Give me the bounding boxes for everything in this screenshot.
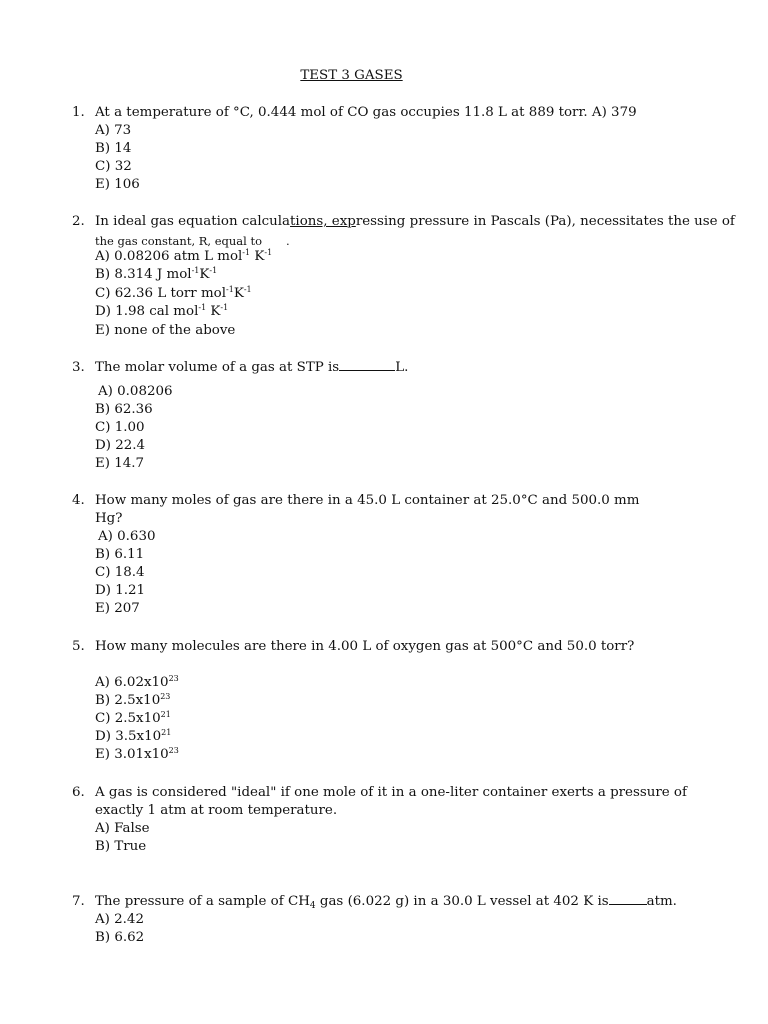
question-text: The pressure of a sample of $CH_4$ gas (6.022 g) in a 30.0 L vessel at 402 K is atm. [95,894,677,911]
answer-option: C) 1.00 [95,420,145,435]
answer-option: D) 1.21 [95,583,146,598]
question-text-line2: the gas constant, R, equal to . [95,234,290,248]
answer-option: A) 0.630 [98,529,156,544]
question-text: How many moles of gas are there in a 45.0 L container at 25.0°C and 500.0 mm [95,493,640,508]
question-number: 3. [72,360,85,375]
answer-option: E) 207 [95,601,140,616]
answer-option: B) 8.314 J $mol^{-1}K^{-1}$ [95,266,218,282]
answer-option: A) 0.08206 atm L mol$^{-1}$ $K^{-1}$ [95,248,273,264]
answer-option: B) 62.36 [95,402,153,417]
question-text: A gas is considered "ideal" if one mole of it in a one-liter container exerts a pressure of [95,785,687,800]
answer-option: A) 0.08206 [98,384,173,399]
answer-option: E) 14.7 [95,456,145,471]
question-text: In ideal gas equation calculations, expressing pressure in Pascals (Pa), necessitates the use of [95,214,735,229]
answer-option: E) $3.01x10^{23}$ [95,746,179,762]
question-number: 6. [72,785,85,800]
question-text-line2: exactly 1 atm at room temperature. [95,803,338,818]
answer-option: B) 14 [95,141,132,156]
question-text-line2: Hg? [95,511,123,526]
answer-option: B) $2.5x10^{23}$ [95,692,171,708]
question-number: 1. [72,105,85,120]
answer-option: B) 6.62 [95,930,145,945]
answer-option: A) False [95,821,150,836]
answer-option: C) 18.4 [95,565,145,580]
question-number: 7. [72,894,85,909]
answer-option: A) 2.42 [95,912,144,927]
answer-option: D) 1.98 cal mol$^{-1}$ $K^{-1}$ [95,303,229,319]
answer-option: A) 73 [95,123,132,138]
question-text: The molar volume of a gas at STP is L. [95,360,409,375]
answer-option: A) $6.02x10^{23}$ [95,674,179,690]
test-title: TEST 3 GASES [300,68,403,83]
answer-option: E) none of the above [95,323,236,338]
answer-option: C) $2.5x10^{21}$ [95,710,171,726]
question-number: 2. [72,214,85,229]
answer-blank [609,894,647,905]
answer-blank [339,360,395,371]
question-number: 5. [72,639,85,654]
answer-option: D) $3.5x10^{21}$ [95,728,172,744]
answer-option: B) 6.11 [95,547,145,562]
answer-option: E) 106 [95,177,140,192]
answer-option: B) True [95,839,147,854]
answer-option: C) 62.36 L torr $mol^{-1}K^{-1}$ [95,285,252,301]
answer-option: D) 22.4 [95,438,146,453]
question-text: At a temperature of °C, 0.444 mol of CO gas occupies 11.8 L at 889 torr. A) 379 [95,105,637,120]
question-text: How many molecules are there in 4.00 L of oxygen gas at 500°C and 50.0 torr? [95,639,635,654]
answer-option: C) 32 [95,159,132,174]
question-number: 4. [72,493,85,508]
